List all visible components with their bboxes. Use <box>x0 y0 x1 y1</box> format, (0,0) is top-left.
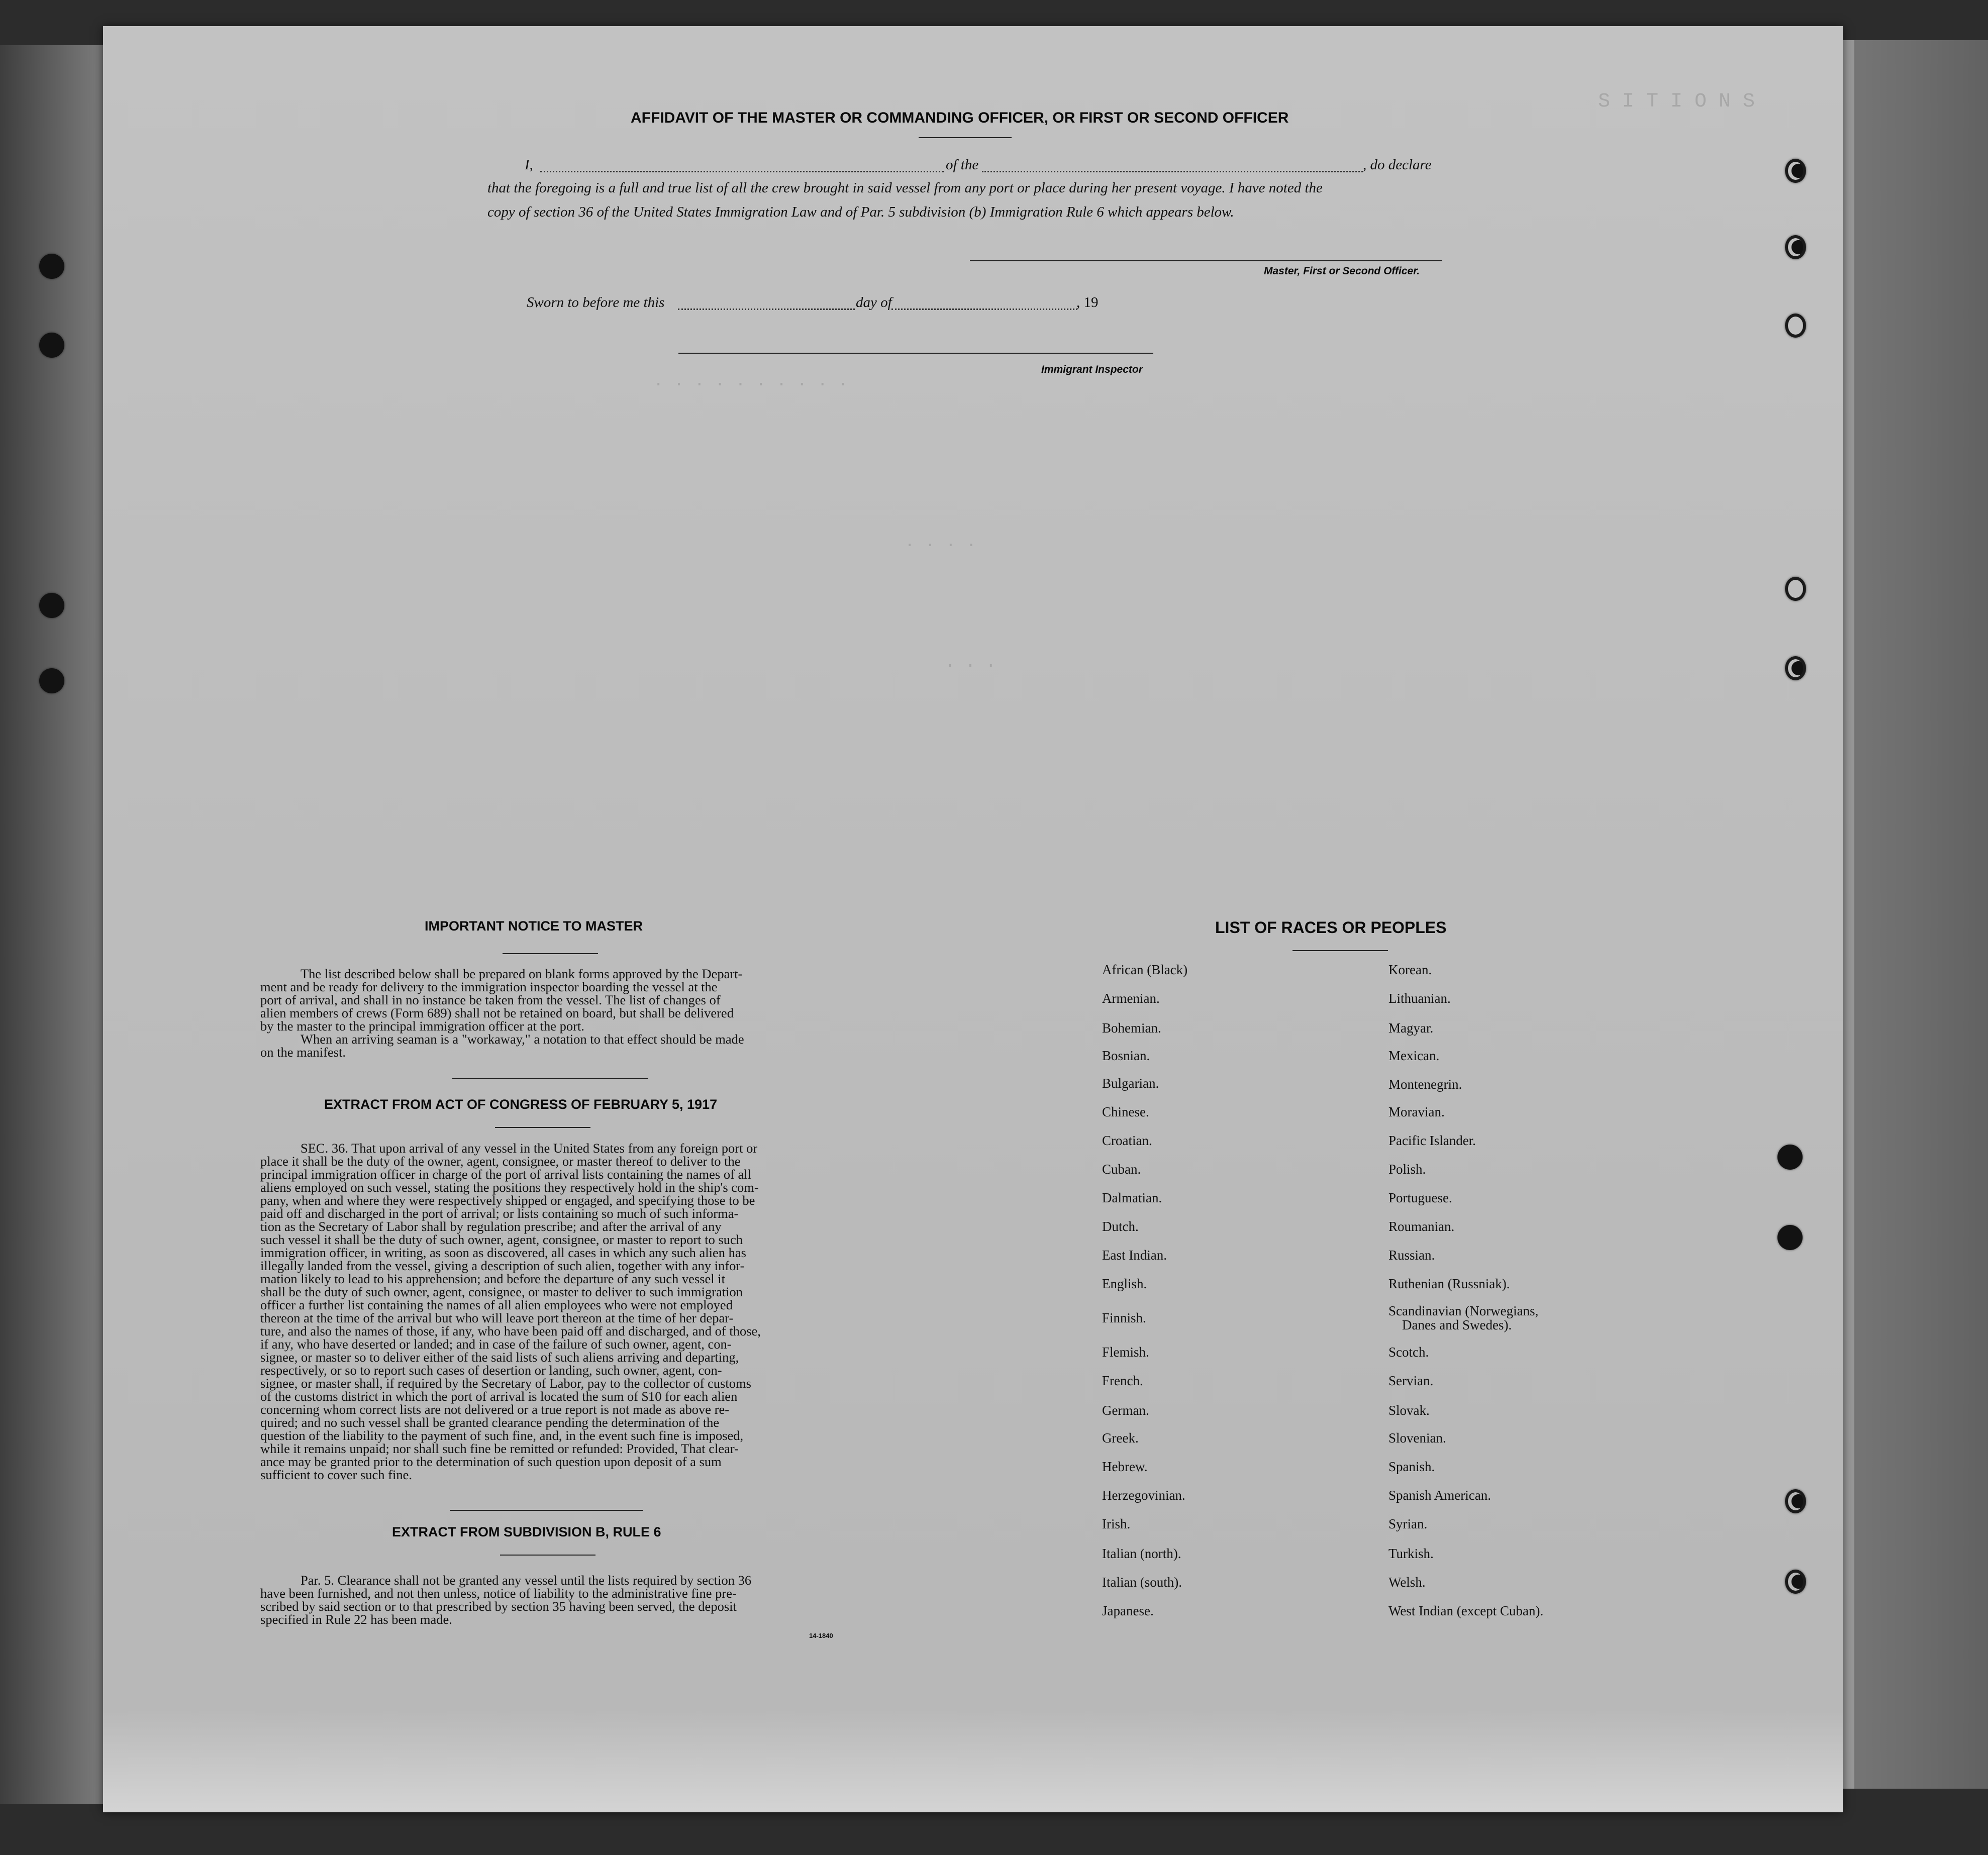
bleed-through: S I T I O N S <box>1598 90 1755 113</box>
affidavit-line2: that the foregoing is a full and true list of all the crew brought in said vessel from any port or place during her present voyage. I have noted the <box>487 180 1323 196</box>
race-item: Roumanian. <box>1388 1219 1455 1234</box>
page-bottom-fade <box>103 1708 1843 1812</box>
race-item: Mexican. <box>1388 1048 1440 1063</box>
rule-line: have been furnished, and not then unless, notice of liability to the administrative fine pre- <box>260 1586 737 1601</box>
act-line: illegally landed from the vessel, giving a description of such alien, together with any infor- <box>260 1258 745 1273</box>
act-line: ture, and also the names of those, if any, who have been paid off and discharged, and of those, <box>260 1323 761 1338</box>
act-line: signee, or master so to deliver either of the said lists of such aliens arriving and departing, <box>260 1350 739 1365</box>
act-line: tion as the Secretary of Labor shall by regulation prescribe; and after the arrival of any <box>260 1219 722 1234</box>
divider <box>919 137 1012 138</box>
notice-line: The list described below shall be prepared on blank forms approved by the Depart- <box>301 966 743 981</box>
binder-hole-icon <box>39 668 64 693</box>
race-item: German. <box>1102 1403 1149 1418</box>
extract-act-body <box>260 1142 838 1481</box>
race-item: Herzegovinian. <box>1102 1488 1185 1503</box>
binder-hole-icon <box>1785 159 1806 183</box>
act-line: question of the liability to the payment of such fine, and, in the event such fine is imposed, <box>260 1428 744 1443</box>
race-item: English. <box>1102 1276 1147 1291</box>
act-line: quired; and no such vessel shall be granted clearance pending the determination of the <box>260 1415 720 1430</box>
race-item: Finnish. <box>1102 1310 1146 1325</box>
binder-hole-icon <box>39 254 64 279</box>
binder-hole-icon <box>1785 235 1806 259</box>
divider <box>495 1127 590 1128</box>
race-item: Chinese. <box>1102 1104 1149 1119</box>
rule-line: Par. 5. Clearance shall not be granted any vessel until the lists required by section 36 <box>301 1573 752 1588</box>
affidavit-i: I, <box>525 157 533 173</box>
extract-rule-body <box>260 1574 838 1626</box>
race-item: Korean. <box>1388 962 1432 977</box>
act-line: if any, who have deserted or landed; and in case of the failure of such owner, agent, con- <box>260 1336 732 1352</box>
race-item: Flemish. <box>1102 1345 1149 1360</box>
rule-line: scribed by said section or to that prescribed by section 35 having been served, the deposit <box>260 1599 737 1614</box>
act-line: shall be the duty of such owner, agent, consignee, or master to deliver to such immigration <box>260 1284 743 1299</box>
binder-hole-icon <box>39 333 64 358</box>
divider <box>1293 950 1388 951</box>
race-item: Armenian. <box>1102 991 1160 1006</box>
race-item: Hebrew. <box>1102 1459 1148 1474</box>
manifest-back-page <box>103 26 1843 1812</box>
race-item: Pacific Islander. <box>1388 1133 1476 1148</box>
act-line: concerning whom correct lists are not delivered or a true report is not made as above re- <box>260 1402 730 1417</box>
race-item: Montenegrin. <box>1388 1077 1462 1092</box>
divider <box>450 1510 643 1511</box>
divider <box>452 1078 648 1079</box>
race-item: Spanish American. <box>1388 1488 1491 1503</box>
master-name-field[interactable] <box>540 171 944 172</box>
race-item: Slovenian. <box>1388 1430 1446 1446</box>
act-line: respectively, or so to report such cases of desertion or landing, such owner, agent, con- <box>260 1363 722 1378</box>
act-line: such vessel it shall be the duty of such owner, agent, consignee, or master to report to such <box>260 1232 743 1247</box>
notice-line: ment and be ready for delivery to the immigration inspector boarding the vessel at the <box>260 979 718 994</box>
act-line: principal immigration officer in charge of the port of arrival lists containing the names of all <box>260 1167 752 1182</box>
race-item: Magyar. <box>1388 1020 1434 1036</box>
act-line: paid off and discharged in the port of arrival; or lists containing so much of such informa- <box>260 1206 739 1221</box>
signature-line[interactable] <box>970 260 1442 261</box>
race-item: Servian. <box>1388 1373 1434 1388</box>
notice-line: When an arriving seaman is a "workaway," a notation to that effect should be made <box>301 1032 744 1047</box>
races-title: LIST OF RACES OR PEOPLES <box>1215 918 1447 937</box>
affidavit-line3: copy of section 36 of the United States Immigration Law and of Par. 5 subdivision (b) Immigration Rule 6 which appears below. <box>487 204 1234 220</box>
race-item: East Indian. <box>1102 1248 1167 1263</box>
notice-body <box>260 967 838 1059</box>
binder-hole-icon <box>39 593 64 618</box>
race-item: Ruthenian (Russniak). <box>1388 1276 1510 1291</box>
race-item: Portuguese. <box>1388 1190 1452 1205</box>
race-item: Croatian. <box>1102 1133 1152 1148</box>
binder-hole-icon <box>1785 656 1806 680</box>
race-item: Bulgarian. <box>1102 1076 1159 1091</box>
race-item: West Indian (except Cuban). <box>1388 1603 1544 1618</box>
act-line: sufficient to cover such fine. <box>260 1467 412 1482</box>
extract-act-title: EXTRACT FROM ACT OF CONGRESS OF FEBRUARY 5, 1917 <box>324 1097 718 1112</box>
race-item: Japanese. <box>1102 1603 1154 1618</box>
notice-line: port of arrival, and shall in no instance be taken from the vessel. The list of changes of <box>260 992 721 1007</box>
affidavit-of-the: of the <box>946 157 979 173</box>
binder-hole-icon <box>1785 314 1806 338</box>
act-line: officer a further list containing the names of all alien employees who were not employed <box>260 1297 733 1312</box>
act-line: pany, when and where they were respectively shipped or engaged, and specifying those to be <box>260 1193 755 1208</box>
act-line: aliens employed on such vessel, stating the positions they respectively hold in the ship's com- <box>260 1180 759 1195</box>
binder-hole-icon <box>1777 1225 1803 1250</box>
act-line: signee, or master shall, if required by the Secretary of Labor, pay to the collector of customs <box>260 1376 751 1391</box>
divider <box>503 953 598 954</box>
act-line: immigration officer, in writing, as soon as discovered, all cases in which any such alien has <box>260 1245 746 1260</box>
binder-hole-icon <box>1785 1489 1806 1513</box>
notice-line: on the manifest. <box>260 1045 346 1060</box>
race-item: Slovak. <box>1388 1403 1430 1418</box>
notice-line: by the master to the principal immigration officer at the port. <box>260 1018 584 1034</box>
binder-hole-icon <box>1785 1570 1806 1594</box>
race-item: Irish. <box>1102 1516 1131 1531</box>
race-item: Syrian. <box>1388 1516 1428 1531</box>
sworn-month-field[interactable] <box>891 308 1077 310</box>
race-item: Russian. <box>1388 1248 1435 1263</box>
bleed-through: . . . . . . . . . . <box>653 372 848 391</box>
race-item: Turkish. <box>1388 1546 1434 1561</box>
year-prefix: , 19 <box>1076 294 1099 311</box>
act-line: SEC. 36. That upon arrival of any vessel in the United States from any foreign port or <box>301 1141 758 1156</box>
act-line: while it remains unpaid; nor shall such fine be remitted or refunded: Provided, That clear- <box>260 1441 739 1456</box>
sworn-day-field[interactable] <box>678 308 855 310</box>
binder-hole-icon <box>1777 1145 1803 1170</box>
race-item: Moravian. <box>1388 1104 1445 1119</box>
bleed-through: . . . <box>945 653 997 672</box>
form-number: 14-1840 <box>809 1632 833 1639</box>
divider <box>500 1555 595 1556</box>
notice-line: alien members of crews (Form 689) shall not be retained on board, but shall be delivered <box>260 1005 734 1020</box>
race-item: Cuban. <box>1102 1162 1141 1177</box>
race-item: Greek. <box>1102 1430 1139 1446</box>
race-item: African (Black) <box>1102 962 1188 977</box>
inspector-caption: Immigrant Inspector <box>1041 364 1143 375</box>
affidavit-title: AFFIDAVIT OF THE MASTER OR COMMANDING OFFICER, OR FIRST OR SECOND OFFICER <box>631 110 1289 126</box>
adjacent-page-shadow <box>1854 40 1988 1789</box>
race-item: Bosnian. <box>1102 1048 1150 1063</box>
act-line: thereon at the time of the arrival but who will leave port thereon at the time of her depar- <box>260 1310 734 1325</box>
race-item: Polish. <box>1388 1162 1426 1177</box>
race-item: Scandinavian (Norwegians, <box>1388 1303 1539 1318</box>
race-item: Dutch. <box>1102 1219 1139 1234</box>
sworn-before: Sworn to before me this <box>527 294 665 311</box>
race-item: Italian (south). <box>1102 1575 1182 1590</box>
affidavit-do-declare: , do declare <box>1363 157 1432 173</box>
race-item: French. <box>1102 1373 1143 1388</box>
race-item: Italian (north). <box>1102 1546 1181 1561</box>
act-line: mation likely to lead to his apprehension; and before the departure of any such vessel it <box>260 1271 726 1286</box>
act-line: place it shall be the duty of the owner, agent, consignee, or master thereof to deliver to the <box>260 1154 741 1169</box>
race-item: Bohemian. <box>1102 1020 1161 1036</box>
bleed-through: . . . . <box>905 533 976 552</box>
act-line: of the customs district in which the port of arrival is located the sum of $10 for each alien <box>260 1389 738 1404</box>
race-item: Lithuanian. <box>1388 991 1451 1006</box>
race-item: Welsh. <box>1388 1575 1426 1590</box>
race-item: Scotch. <box>1388 1345 1429 1360</box>
inspector-signature-line[interactable] <box>678 353 1153 354</box>
act-line: ance may be granted prior to the determination of such question upon deposit of a sum <box>260 1454 722 1469</box>
binder-hole-icon <box>1785 577 1806 601</box>
vessel-name-field[interactable] <box>982 171 1363 172</box>
race-item: Spanish. <box>1388 1459 1435 1474</box>
notice-title: IMPORTANT NOTICE TO MASTER <box>425 918 643 934</box>
rule-line: specified in Rule 22 has been made. <box>260 1612 452 1627</box>
race-item: Dalmatian. <box>1102 1190 1162 1205</box>
race-item: Danes and Swedes). <box>1402 1317 1512 1332</box>
signature-caption: Master, First or Second Officer. <box>1264 265 1420 277</box>
day-of: day of <box>856 294 892 311</box>
extract-rule-title: EXTRACT FROM SUBDIVISION B, RULE 6 <box>392 1524 661 1539</box>
